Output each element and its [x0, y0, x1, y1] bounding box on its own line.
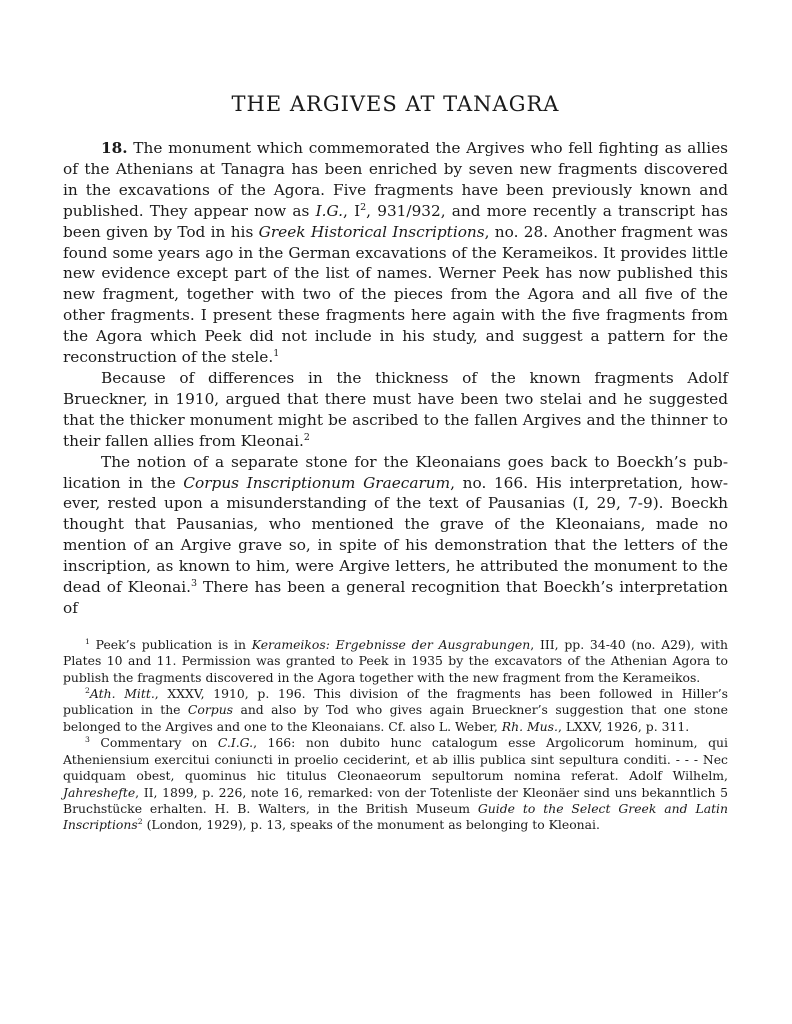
- paragraph-3: The notion of a separate stone for the Kleonaians goes back to Boeckh’s publication in the Corpus Inscriptionum Graecarum, no. 166. His interpretation, however, rested upon a misunderstanding of the text of Pausanias (I, 29, 7-9). Boeckh thought that Pausanias, who mentioned the grave of the Kleonaians, made no mention of an Argive grave so, in spite of his demonstration that the letters of the inscription, as known to him, were Argive letters, he attributed the monument to the dead of Kleonai.$^3$ There has been a general recognition that Boeckh’s interpretation of: [63, 452, 728, 617]
- footnotes: [63, 637, 728, 834]
- page: [63, 92, 728, 834]
- section-number: 18.: [101, 139, 128, 157]
- page-title: THE ARGIVES AT TANAGRA: [231, 92, 560, 116]
- footnote-ref-1: 1: [273, 347, 280, 359]
- paragraph-2: Because of differences in the thickness of the known fragments Adolf Brueckner, in 1910, argued that there must have been two stelai and he suggested that the thicker monument might be ascribed to the fallen Argives and the thinner to their fallen allies from Kleonai.$^2$: [63, 368, 728, 450]
- paragraph-1: 18. The monument which commemorated the Argives who fell fighting as allies of the Athenians at Tanagra has been enriched by seven new fragments discovered in the excavations of the Agora. Five fragments have been previously known and published. They appear now as I.G., $I^2$, 931/932, and more recently a transcript has been given by Tod in his Greek Historical Inscriptions, no. 28. Another fragment was found some years ago in the German excavations of the Kerameikos. It provides little new evidence except part of the list of names. Werner Peek has now published this new fragment, together with two of the pieces from the Agora and all five of the other fragments. I present these fragments here again with the five fragments from the Agora which Peek did not include in his study, and suggest a pattern for the reconstruction of the stele.$^1$: [63, 139, 728, 367]
- footnote-3: $^3$ Commentary on C.I.G., 166: non dubito hunc catalogum esse Argolicorum hominum, qui Atheniensium exercitui coniuncti in proelio ceciderint, et ab illis publica sint sepultura conditi. - - - Nec quidquam obest, quominus hic titulus Cleonaeorum sepultorum nomina referat. Adolf Wilhelm, Jahreshefte, II, 1899, p. 226, note 16, remarked: von der Totenliste der Kleonäer sind uns bekanntlich 5 Bruchstücke erhalten. H. B. Walters, in the British Museum Guide to the Select Greek and Latin Inscriptions$^2$ (London, 1929), p. 13, speaks of the monument as belonging to Kleonai.: [63, 735, 729, 833]
- footnote-2: $^2$Ath. Mitt., XXXV, 1910, p. 196. This division of the fragments has been followed in Hiller’s publication in the Corpus and also by Tod who gives again Brueckner’s suggestion that one stone belonged to the Argives and one to the Kleonaians. Cf. also L. Weber, Rh. Mus., LXXV, 1926, p. 311.: [63, 685, 728, 734]
- footnote-ref-2: 2: [303, 431, 310, 443]
- body-text: [63, 138, 728, 619]
- footnote-1: $^1$ Peek’s publication is in Kerameikos: Ergebnisse der Ausgrabungen, III, pp. 34-40 (no. A29), with Plates 10 and 11. Permission was granted to Peek in 1935 by the excavators of the Athenian Agora to publish the fragments discovered in the Agora together with the new fragment from the Kerameikos.: [63, 636, 728, 685]
- footnote-ref-3: 3: [190, 577, 197, 589]
